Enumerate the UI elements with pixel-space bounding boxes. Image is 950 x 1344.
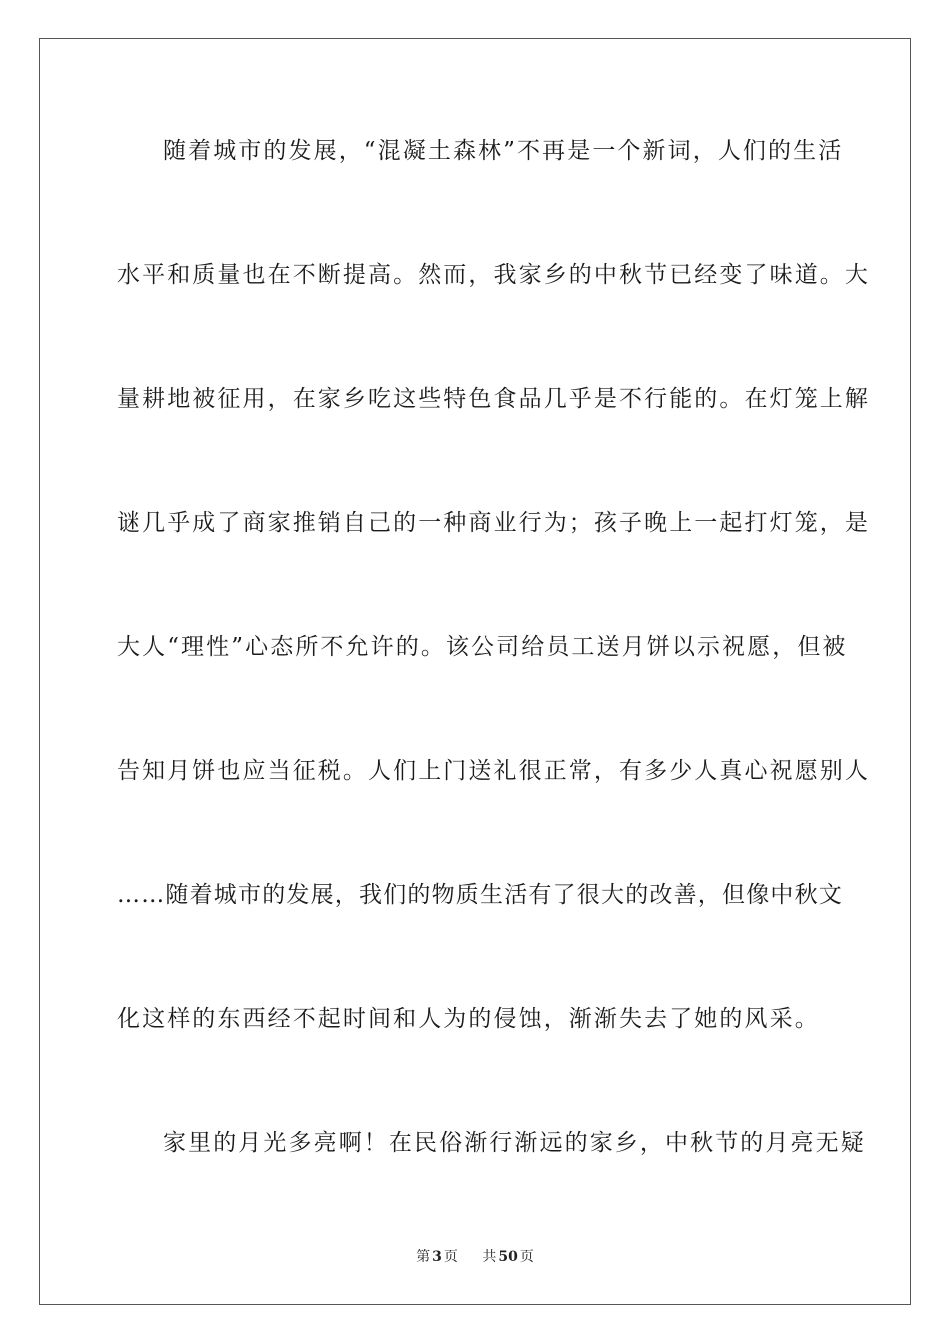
paragraph-line: 水平和质量也在不断提高。然而，我家乡的中秋节已经变了味道。大 — [117, 262, 870, 288]
page-border — [39, 38, 911, 1305]
paragraph-line: 家里的月光多亮啊！在民俗渐行渐远的家乡，中秋节的月亮无疑 — [163, 1130, 866, 1156]
total-suffix: 页 — [519, 1249, 534, 1265]
page-footer — [0, 1247, 950, 1267]
page-suffix: 页 — [443, 1249, 458, 1265]
paragraph-line: 随着城市的发展，“混凝土森林”不再是一个新词，人们的生活 — [163, 138, 844, 164]
paragraph-line: 量耕地被征用，在家乡吃这些特色食品几乎是不行能的。在灯笼上解 — [117, 386, 870, 412]
paragraph-line: 告知月饼也应当征税。人们上门送礼很正常，有多少人真心祝愿别人 — [117, 758, 870, 784]
paragraph-line: 大人“理性”心态所不允许的。该公司给员工送月饼以示祝愿，但被 — [117, 634, 848, 660]
page-prefix: 第 — [416, 1249, 431, 1265]
paragraph-line: 化这样的东西经不起时间和人为的侵蚀，渐渐失去了她的风采。 — [117, 1006, 820, 1032]
total-pages: 50 — [498, 1249, 518, 1265]
total-prefix: 共 — [482, 1249, 497, 1265]
paragraph-line: 谜几乎成了商家推销自己的一种商业行为；孩子晚上一起打灯笼，是 — [117, 510, 870, 536]
paragraph-line: ……随着城市的发展，我们的物质生活有了很大的改善，但像中秋文 — [117, 882, 843, 908]
page-number: 3 — [432, 1249, 442, 1265]
